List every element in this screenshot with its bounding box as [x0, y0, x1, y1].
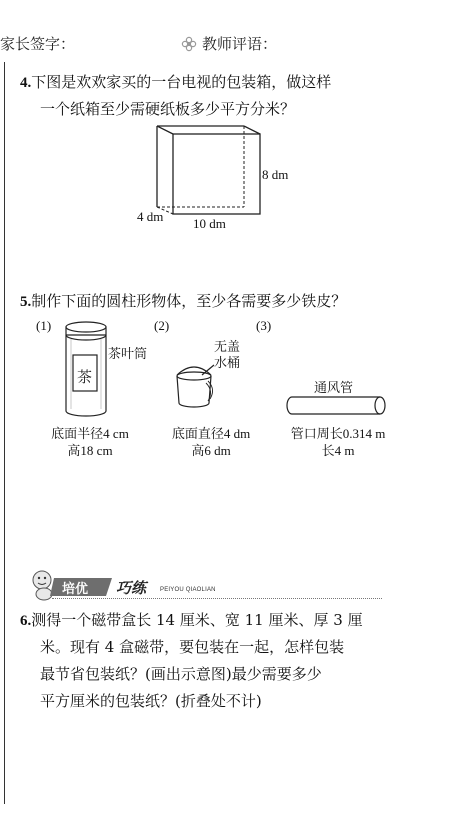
box-height-label: 8 dm [262, 167, 289, 182]
flower-icon [181, 36, 197, 52]
item-2-caption-1: 底面直径4 dm [171, 426, 251, 441]
question-6-line-3: 最节省包装纸？(画出示意图)最少需要多少 [40, 665, 322, 683]
question-5-line [20, 288, 346, 316]
question-5-text: 制作下面的圆柱形物体，至少各需要多少铁皮？ [31, 292, 347, 310]
section-divider [52, 598, 382, 599]
section-title-script: 巧练 [116, 579, 147, 597]
item-2-caption-2: 高6 dm [191, 443, 231, 458]
question-4-line-1 [20, 69, 331, 97]
question-4-line-2: 一个纸箱至少需硬纸板多少平方分米？ [40, 100, 296, 118]
item-3-index: (3) [256, 318, 272, 333]
bucket-name-line-1: 无盖 [214, 340, 241, 355]
item-1-caption-1: 底面半径4 cm [51, 426, 129, 441]
question-4-text-1: 下图是欢欢家买的一台电视的包装箱，做这样 [31, 73, 332, 91]
item-1-index: (1) [36, 318, 52, 333]
parent-signature-label: 家长签字： [0, 35, 76, 53]
question-6-text-1: 测得一个磁带盒长 14 厘米、宽 11 厘米、厚 3 厘 [31, 611, 363, 629]
section-title: 培优 [62, 582, 89, 597]
question-6-number: 6. [20, 613, 32, 629]
question-6-line-2: 米。现有 4 盒磁带，要包装在一起，怎样包装 [40, 638, 345, 656]
tea-canister-name: 茶叶筒 [108, 347, 148, 362]
vent-pipe-name: 通风管 [314, 381, 354, 396]
section-pinyin: PEIYOU QIAOLIAN [160, 587, 216, 593]
margin-rule [4, 62, 5, 804]
tv-box-diagram [150, 122, 265, 222]
tea-label-glyph: 茶 [77, 368, 93, 386]
item-1-caption-2: 高18 cm [67, 443, 113, 458]
question-4-number: 4. [20, 75, 32, 91]
item-2-index: (2) [154, 318, 170, 333]
box-width-label: 4 dm [137, 209, 164, 224]
item-3-caption-2: 长4 m [321, 443, 355, 458]
question-6-line-1 [20, 607, 363, 635]
teacher-comment-label: 教师评语： [202, 35, 278, 53]
box-length-label: 10 dm [193, 216, 226, 231]
vent-pipe-icon [284, 393, 389, 419]
item-3-caption-1: 管口周长0.314 m [290, 426, 386, 441]
bucket-name-line-2: 水桶 [214, 356, 241, 371]
question-6-line-4: 平方厘米的包装纸？(折叠处不计) [40, 692, 262, 710]
question-5-number: 5. [20, 294, 32, 310]
